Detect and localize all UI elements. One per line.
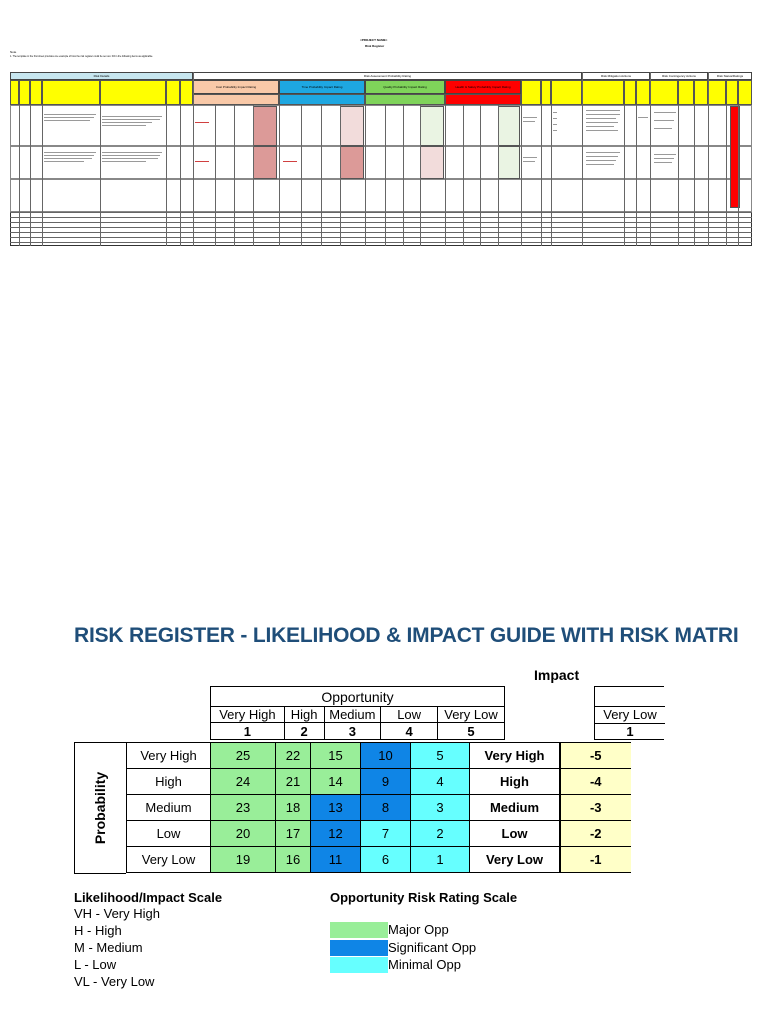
col-label: Very Low — [438, 707, 505, 723]
hdr-cell — [521, 80, 541, 105]
note-label: Note — [10, 50, 17, 54]
threat-cell: -1 — [561, 847, 631, 873]
threat-cell: -5 — [561, 743, 631, 769]
row-3 — [10, 179, 752, 212]
matrix-cell: 9 — [361, 769, 411, 795]
col-label: Very High — [211, 707, 285, 723]
col-num: 5 — [438, 723, 505, 740]
threat-col-label: Very Low — [595, 706, 665, 724]
hs-rating-header: Health & Safety Probability Impact Rating — [445, 80, 521, 94]
hdr-cell — [726, 80, 738, 105]
matrix-row — [127, 847, 631, 873]
col-label: Medium — [324, 707, 381, 723]
threat-row-label: Medium — [470, 795, 560, 821]
probability-row-label: High — [127, 769, 211, 795]
opp-scale-item: Minimal Opp — [388, 957, 461, 972]
probability-row-label: Very High — [127, 743, 211, 769]
hdr-cell — [678, 80, 694, 105]
significant-opp-swatch — [330, 940, 388, 956]
matrix-cell: 13 — [311, 795, 361, 821]
threat-cell: -2 — [561, 821, 631, 847]
impact-label: Impact — [534, 667, 580, 683]
matrix-cell: 14 — [311, 769, 361, 795]
threat-row-label: Very Low — [470, 847, 560, 873]
note-text: 1. The template in the first sheet provides one example of how the risk register could be set out. Fill in the following items as applicable. — [10, 55, 153, 58]
hs-rating-cell — [498, 106, 520, 146]
opp-scale-title: Opportunity Risk Rating Scale — [330, 890, 518, 905]
matrix-cell: 23 — [211, 795, 276, 821]
matrix-cell: 16 — [276, 847, 311, 873]
matrix-cell: 4 — [411, 769, 470, 795]
cost-rating-cell — [253, 146, 277, 179]
cost-rating-cell — [253, 106, 277, 146]
row-2 — [10, 146, 752, 179]
hdr-cell — [19, 80, 30, 105]
matrix-cell: 21 — [276, 769, 311, 795]
hdr-cell — [180, 80, 193, 105]
threat-cell: -4 — [561, 769, 631, 795]
hdr-cell — [694, 80, 708, 105]
risk-register-sheet — [10, 72, 752, 246]
matrix-cell: 7 — [361, 821, 411, 847]
threat-row-label: High — [470, 769, 560, 795]
hdr-cell — [10, 80, 19, 105]
col-num: 3 — [324, 723, 381, 740]
matrix-cell: 22 — [276, 743, 311, 769]
band-risk-details: Risk Details — [10, 72, 193, 80]
hdr-cell — [100, 80, 166, 105]
scale-title: Likelihood/Impact Scale — [74, 890, 223, 905]
risk-matrix — [126, 742, 631, 873]
matrix-cell: 18 — [276, 795, 311, 821]
threat-row-label: Low — [470, 821, 560, 847]
opp-scale-item: Significant Opp — [388, 940, 477, 955]
matrix-cell: 15 — [311, 743, 361, 769]
matrix-cell: 19 — [211, 847, 276, 873]
major-opp-swatch — [330, 922, 388, 938]
matrix-cell: 3 — [411, 795, 470, 821]
threat-col-num: 1 — [595, 723, 665, 741]
band-mitigation: Risk Mitigation Actions — [582, 72, 650, 80]
hdr-cell — [541, 80, 551, 105]
hs-rating-cell — [498, 146, 520, 179]
scale-item: VH - Very High — [74, 906, 160, 921]
scale-item: L - Low — [74, 957, 117, 972]
hdr-cell — [551, 80, 582, 105]
matrix-cell: 2 — [411, 821, 470, 847]
matrix-cell: 25 — [211, 743, 276, 769]
hdr-cell — [624, 80, 636, 105]
hdr-cell — [166, 80, 180, 105]
col-num: 2 — [284, 723, 324, 740]
hdr-cell — [42, 80, 100, 105]
hdr-cell — [708, 80, 726, 105]
hdr-cell — [650, 80, 678, 105]
sheet-subtitle: Risk Register — [365, 44, 385, 48]
matrix-cell: 5 — [411, 743, 470, 769]
time-rating-cell — [340, 146, 364, 179]
matrix-cell: 1 — [411, 847, 470, 873]
opportunity-label: Opportunity — [211, 687, 505, 707]
time-rating-cell — [340, 106, 364, 146]
scale-item: H - High — [74, 923, 122, 938]
time-rating-header: Time Probability Impact Rating — [279, 80, 365, 94]
quality-rating-header: Quality Probability Impact Rating — [365, 80, 445, 94]
hdr-cell — [636, 80, 650, 105]
matrix-cell: 24 — [211, 769, 276, 795]
band-pre-assessment: Risk Assessment Probability Rating — [193, 72, 582, 80]
probability-label: Probability — [92, 771, 108, 845]
scale-item: VL - Very Low — [74, 974, 155, 989]
quality-rating-cell — [420, 146, 444, 179]
matrix-cell: 6 — [361, 847, 411, 873]
sub-hdr — [193, 94, 279, 105]
status-cell — [730, 106, 740, 208]
matrix-row — [127, 769, 631, 795]
band-contingency: Risk Contingency Actions — [650, 72, 708, 80]
threat-header-box — [594, 686, 664, 740]
quality-rating-cell — [420, 106, 444, 146]
opportunity-header-table — [210, 686, 505, 740]
matrix-cell: 17 — [276, 821, 311, 847]
probability-row-label: Medium — [127, 795, 211, 821]
sub-hdr — [445, 94, 521, 105]
matrix-title: RISK REGISTER - LIKELIHOOD & IMPACT GUIDE WITH RISK MATRI — [74, 624, 739, 647]
project-name: <PROJECT NAME> — [360, 38, 388, 42]
matrix-row — [127, 795, 631, 821]
matrix-row — [127, 743, 631, 769]
col-label: Low — [381, 707, 438, 723]
matrix-row — [127, 821, 631, 847]
hdr-cell — [582, 80, 624, 105]
threat-row-label: Very High — [470, 743, 560, 769]
band-status: Risk Status/Ratings — [708, 72, 752, 80]
cost-rating-header: Cost Probability Impact Rating — [193, 80, 279, 94]
matrix-cell: 11 — [311, 847, 361, 873]
matrix-cell: 12 — [311, 821, 361, 847]
col-label: High — [284, 707, 324, 723]
threat-cell: -3 — [561, 795, 631, 821]
opp-scale-item: Major Opp — [388, 922, 449, 937]
hdr-cell — [30, 80, 42, 105]
hdr-cell — [738, 80, 752, 105]
probability-row-label: Very Low — [127, 847, 211, 873]
col-num: 4 — [381, 723, 438, 740]
probability-row-label: Low — [127, 821, 211, 847]
minimal-opp-swatch — [330, 957, 388, 973]
sub-hdr — [279, 94, 365, 105]
matrix-cell: 8 — [361, 795, 411, 821]
sub-hdr — [365, 94, 445, 105]
col-num: 1 — [211, 723, 285, 740]
matrix-cell: 20 — [211, 821, 276, 847]
matrix-cell: 10 — [361, 743, 411, 769]
scale-item: M - Medium — [74, 940, 143, 955]
